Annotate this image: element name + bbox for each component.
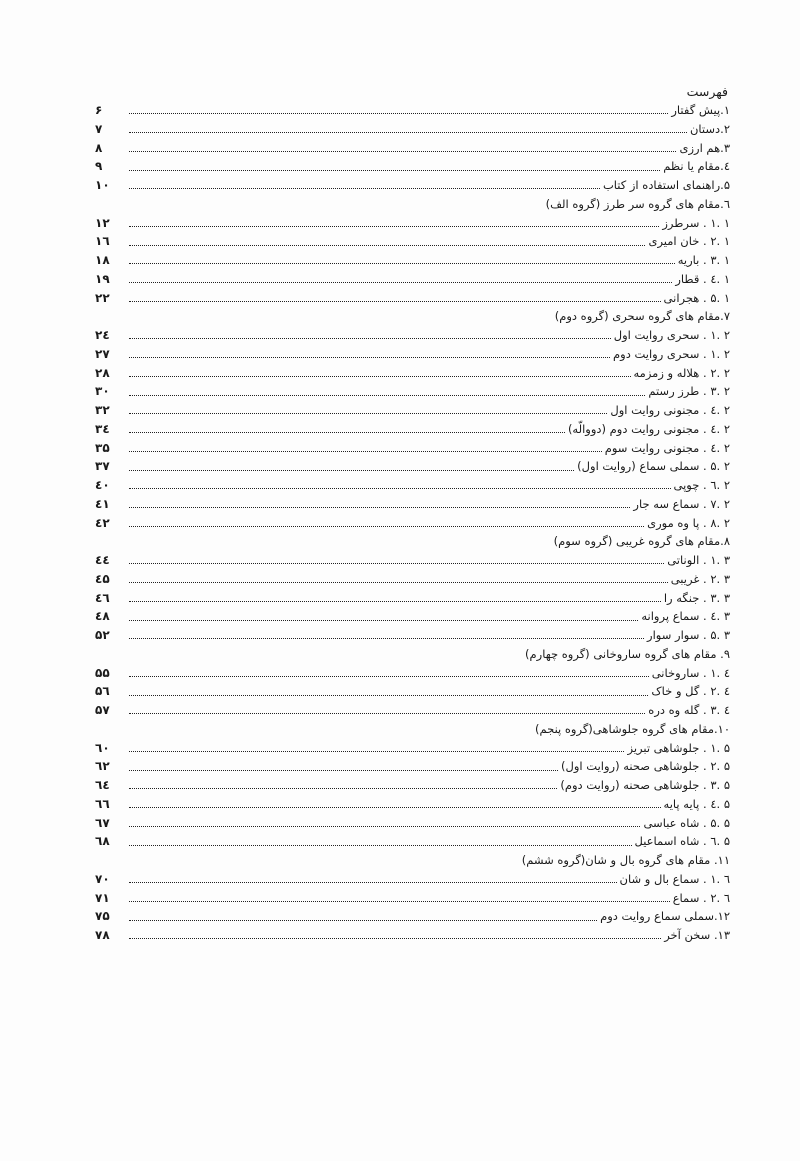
toc-entry-label: ۲ .۵ . سملی سماع (روایت اول)	[577, 459, 730, 474]
toc-entry-page-number: ۷۸	[95, 928, 110, 942]
toc-entry	[95, 402, 732, 421]
toc-entry-label: ۸.مقام های گروه غریبی (گروه سوم)	[553, 534, 730, 549]
dot-leader	[129, 413, 607, 414]
toc-entry-label: ۲ .۱ . سحری روایت دوم	[613, 346, 730, 361]
toc-title: فهرست	[686, 84, 728, 99]
table-of-contents	[95, 83, 732, 946]
toc-entry	[95, 627, 732, 646]
toc-entry	[95, 458, 732, 477]
toc-entry-label: ٤ .۲ . گل و خاک	[651, 684, 730, 699]
toc-entry	[95, 440, 732, 459]
toc-section-heading	[95, 646, 732, 665]
toc-entry-label: ۱ .۳ . باریه	[677, 253, 730, 267]
toc-entry-label: ٦ .۱ . سماع بال و شان	[619, 871, 730, 886]
toc-entry-page-number: ۹	[95, 159, 103, 174]
dot-leader	[129, 526, 644, 527]
toc-entry-page-number: ۳٤	[95, 421, 110, 436]
toc-entry-label: ۵ .۱ . جلوشاهی تبریز	[627, 740, 730, 755]
toc-entry-label: ٤ .۳ . گله وه دره	[648, 703, 730, 717]
dot-leader	[129, 357, 610, 358]
dot-leader	[129, 151, 676, 152]
toc-entry	[95, 177, 732, 196]
toc-entry-page-number: ٦٦	[95, 796, 110, 811]
toc-entry	[95, 477, 732, 496]
toc-entry-label: ۱۲.سملی سماع روایت دوم	[600, 909, 730, 924]
toc-entry-page-number: ۱۰	[95, 178, 110, 192]
toc-entry-label: ۵ .۳ . جلوشاهی صحنه (روایت دوم)	[560, 778, 730, 792]
toc-entry	[95, 571, 732, 590]
dot-leader	[129, 920, 597, 921]
toc-entry	[95, 233, 732, 252]
toc-entry-label: ۲.دستان	[689, 121, 730, 136]
toc-entry	[95, 590, 732, 609]
toc-entry-label: ۱۳. سخن آخر	[664, 928, 730, 942]
toc-entry-label: ۳ .۳ . جنگه را	[663, 590, 730, 605]
toc-entry	[95, 215, 732, 234]
dot-leader	[129, 882, 617, 883]
toc-entry	[95, 908, 732, 927]
toc-entry	[95, 665, 732, 684]
toc-entry-page-number: ٦۲	[95, 759, 110, 774]
dot-leader	[129, 901, 670, 902]
toc-entry-label: ٦ .۲ . سماع	[672, 890, 730, 905]
toc-entry-label: ۳.هم ارزی	[679, 140, 730, 155]
toc-entry-page-number: ٦۸	[95, 834, 110, 849]
toc-entry	[95, 702, 732, 721]
toc-section-heading	[95, 721, 732, 740]
toc-section-heading	[95, 852, 732, 871]
toc-entry-page-number: ۳۲	[95, 403, 110, 417]
toc-entry-page-number: ۱٦	[95, 234, 110, 249]
dot-leader	[129, 245, 645, 246]
toc-entry-page-number: ۸	[95, 140, 103, 155]
toc-entry	[95, 346, 732, 365]
dot-leader	[129, 470, 574, 471]
toc-entry-page-number: ۳۷	[95, 459, 110, 474]
toc-entry-label: ۳ .۲ . غریبی	[670, 571, 730, 586]
dot-leader	[129, 563, 664, 564]
toc-entry-page-number: ٤٦	[95, 590, 110, 605]
toc-entry	[95, 890, 732, 909]
toc-entry-label: ۹. مقام های گروه ساروخانی (گروه چهارم)	[525, 646, 730, 661]
toc-entry-label: ۲ .۷ . سماع سه جار	[633, 496, 730, 511]
dot-leader	[129, 170, 660, 171]
toc-entry-label: ۲ .٤ . مجنونی روایت اول	[610, 403, 730, 417]
toc-entry-page-number: ٦۰	[95, 740, 110, 755]
toc-entry-label: ۲ .۳ . طرز رستم	[648, 384, 730, 399]
toc-entry	[95, 515, 732, 534]
toc-entry-page-number: ۵٦	[95, 684, 110, 699]
toc-entry-page-number: ۷۱	[95, 890, 110, 905]
toc-entry	[95, 777, 732, 796]
dot-leader	[129, 451, 602, 452]
dot-leader	[129, 601, 661, 602]
toc-entry-label: ٤ .۱ . ساروخانی	[651, 665, 730, 680]
toc-entry-page-number: ۷	[95, 121, 103, 136]
dot-leader	[129, 620, 638, 621]
toc-entry-page-number: ۷۰	[95, 871, 110, 886]
toc-entry	[95, 758, 732, 777]
toc-entry	[95, 552, 732, 571]
toc-entry-page-number: ٤۵	[95, 571, 110, 586]
toc-entry-page-number: ۳۵	[95, 440, 110, 455]
toc-entry-label: ۵ .۵ . شاه عباسی	[643, 815, 730, 830]
toc-entry	[95, 290, 732, 309]
dot-leader	[129, 188, 600, 189]
toc-entry	[95, 740, 732, 759]
toc-entry	[95, 421, 732, 440]
dot-leader	[129, 263, 675, 264]
toc-entry-page-number: ۲٤	[95, 328, 110, 342]
dot-leader	[129, 788, 557, 789]
toc-entry-label: ۱ .۱ . سرطرز	[662, 215, 730, 230]
toc-entry-page-number: ۱۹	[95, 271, 110, 286]
dot-leader	[129, 507, 630, 508]
toc-entry-page-number: ٤۱	[95, 496, 110, 511]
dot-leader	[129, 845, 632, 846]
toc-entry-page-number: ۵۵	[95, 665, 110, 680]
toc-entry-label: ۵ .۲ . جلوشاهی صحنه (روایت اول)	[561, 759, 730, 774]
toc-entry-label: ۲ .٤ . مجنونی روایت سوم	[604, 440, 730, 455]
toc-entry	[95, 496, 732, 515]
toc-entry-label: ۲ .٤ . مجنونی روایت دوم (دووالّه)	[567, 421, 730, 436]
toc-entry-label: ۱۱. مقام های گروه بال و شان(گروه ششم)	[521, 853, 730, 867]
dot-leader	[129, 676, 649, 677]
toc-entry	[95, 927, 732, 946]
toc-entry	[95, 796, 732, 815]
dot-leader	[129, 695, 648, 696]
toc-entry-page-number: ۳۰	[95, 384, 110, 399]
toc-entry	[95, 121, 732, 140]
dot-leader	[129, 638, 644, 639]
toc-section-heading	[95, 308, 732, 327]
toc-entry-page-number: ۱۸	[95, 253, 110, 267]
toc-entry-page-number: ٤۲	[95, 515, 110, 530]
toc-entry	[95, 271, 732, 290]
toc-entry-label: ۲ .۲ . هلاله و زمزمه	[633, 365, 730, 380]
toc-section-heading	[95, 196, 732, 215]
toc-entry-page-number: ۵۷	[95, 703, 110, 717]
toc-entry-label: ۱.پیش گفتار	[671, 103, 730, 117]
toc-entry-page-number: ٦۷	[95, 815, 110, 830]
toc-entry-label: ۱ .۵ . هجرانی	[663, 290, 730, 305]
toc-entry-label: ۷.مقام های گروه سحری (گروه دوم)	[554, 309, 730, 324]
dot-leader	[129, 113, 668, 114]
dot-leader	[129, 282, 672, 283]
dot-leader	[129, 751, 624, 752]
dot-leader	[129, 132, 687, 133]
toc-entry-page-number: ۵۲	[95, 628, 110, 642]
dot-leader	[129, 338, 611, 339]
toc-entry-label: ۲ .٦ . چوپی	[673, 478, 730, 492]
toc-entry	[95, 158, 732, 177]
toc-entry	[95, 815, 732, 834]
toc-entry-label: ۳ .٤ . سماع پروانه	[641, 609, 730, 624]
toc-entry	[95, 608, 732, 627]
toc-entry	[95, 140, 732, 159]
toc-entry	[95, 833, 732, 852]
toc-entry-label: ٤.مقام یا نظم	[663, 159, 730, 174]
toc-entry-page-number: ۷۵	[95, 909, 110, 924]
dot-leader	[129, 395, 645, 396]
toc-entry-label: ۵ .٤ . پایه پایه	[663, 796, 730, 811]
toc-entry-page-number: ۶	[95, 103, 103, 117]
toc-entry-label: ۱ .٤ . قطار	[675, 271, 730, 286]
toc-entry-page-number: ٤۸	[95, 609, 110, 624]
toc-section-heading	[95, 533, 732, 552]
dot-leader	[129, 807, 661, 808]
toc-entry-page-number: ۲۲	[95, 290, 110, 305]
toc-entry-page-number: ٤٤	[95, 553, 110, 567]
toc-entry	[95, 365, 732, 384]
toc-entry-label: ۳ .۵ . سوار سوار	[647, 628, 730, 642]
toc-entry	[95, 252, 732, 271]
toc-entry-page-number: ۲۷	[95, 346, 110, 361]
toc-entry	[95, 871, 732, 890]
dot-leader	[129, 582, 668, 583]
toc-entry-label: ۲ .۱ . سحری روایت اول	[613, 328, 730, 342]
toc-entry-page-number: ٦٤	[95, 778, 110, 792]
dot-leader	[129, 376, 631, 377]
dot-leader	[129, 226, 659, 227]
dot-leader	[129, 301, 661, 302]
toc-entry-label: ۲ .۸ . پا وه موری	[647, 515, 730, 530]
dot-leader	[129, 938, 661, 939]
toc-entry	[95, 102, 732, 121]
toc-entry-page-number: ۲۸	[95, 365, 110, 380]
dot-leader	[129, 713, 645, 714]
dot-leader	[129, 826, 640, 827]
toc-entries	[95, 102, 732, 946]
toc-entry-label: ۵.راهنمای استفاده از کتاب	[602, 178, 730, 192]
dot-leader	[129, 432, 565, 433]
toc-entry-label: ٦.مقام های گروه سر طرز (گروه الف)	[545, 196, 730, 211]
toc-entry-label: ۳ .۱ . الوناتی	[667, 553, 730, 567]
toc-entry-label: ۱۰.مقام های گروه جلوشاهی(گروه پنجم)	[535, 721, 730, 736]
dot-leader	[129, 488, 671, 489]
toc-entry	[95, 683, 732, 702]
toc-entry-label: ۵ .٦ . شاه اسماعیل	[634, 834, 730, 849]
toc-entry-page-number: ٤۰	[95, 478, 110, 492]
toc-entry	[95, 327, 732, 346]
dot-leader	[129, 770, 558, 771]
toc-entry	[95, 383, 732, 402]
toc-entry-page-number: ۱۲	[95, 215, 110, 230]
toc-entry-label: ۱ .۲ . خان امیری	[648, 234, 730, 249]
